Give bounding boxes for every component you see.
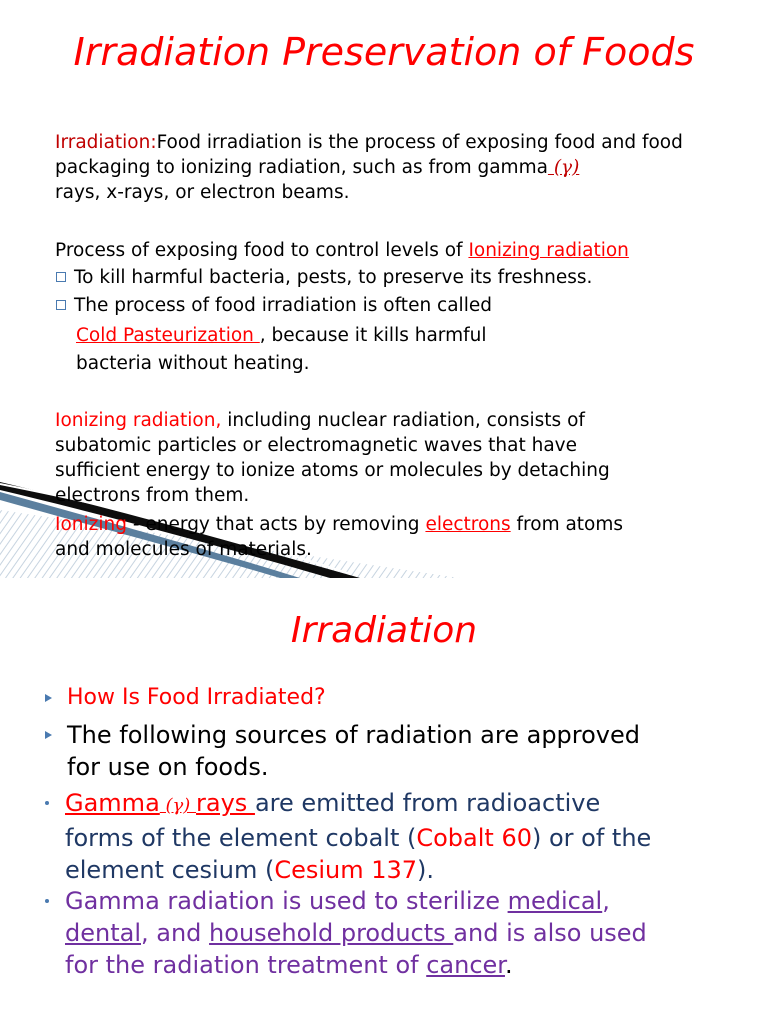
cesium-term: Cesium 137	[274, 856, 418, 884]
electrons-link[interactable]: electrons	[425, 514, 511, 535]
gamma-line-2: forms of the element cobalt (	[65, 824, 417, 852]
gamma-line-2b: ) or of the	[532, 824, 652, 852]
intro-text: Food irradiation is the process of exposing food and food packaging to ionizing radiation, such as from gamma	[55, 132, 683, 178]
def-text: - energy that acts by removing	[126, 514, 426, 535]
bullet-sterilize	[45, 885, 647, 981]
medical-link[interactable]: medical	[507, 887, 603, 915]
ionizing-line-2: subatomic particles or electromagnetic waves that have	[55, 435, 577, 456]
bullet-cold-pasteurization	[55, 292, 492, 320]
steril-line-2: and is also used	[453, 919, 647, 947]
irradiation-label: Irradiation:	[55, 132, 157, 153]
ionizing-line-4: electrons from them.	[55, 485, 250, 506]
gamma-symbol: (γ)	[547, 157, 580, 178]
slide-separator	[0, 578, 768, 585]
triangle-bullet-icon	[45, 694, 52, 702]
ionizing-paragraph	[55, 408, 610, 508]
steril-line-1: Gamma radiation is used to sterilize	[65, 887, 508, 915]
triangle-bullet-icon	[45, 731, 52, 739]
def-line-2: and molecules of materials.	[55, 539, 312, 560]
gamma-rays-label: rays	[196, 789, 255, 817]
slide-title: Irradiation Preservation of Foods	[73, 30, 695, 74]
ionizing-line-1: including nuclear radiation, consists of	[221, 410, 585, 431]
steril-line-3: for the radiation treatment of	[65, 951, 427, 979]
steril-comma: ,	[602, 887, 610, 915]
cancer-link[interactable]: cancer	[426, 951, 505, 979]
dot-bullet-icon	[45, 899, 49, 903]
process-text: Process of exposing food to control levels of	[55, 240, 469, 261]
slide-title: Irradiation	[290, 610, 478, 651]
gamma-line-3: element cesium (	[65, 856, 275, 884]
cold-pasteurization-line	[76, 322, 486, 350]
steril-period: .	[504, 951, 513, 979]
dot-bullet-icon	[45, 801, 49, 805]
bullet-text: To kill harmful bacteria, pests, to preserve its freshness.	[74, 267, 593, 288]
bullet-approved-sources	[45, 719, 640, 783]
household-products-link[interactable]: household products	[209, 919, 454, 947]
square-bullet-icon	[56, 300, 66, 310]
sterilize-text	[65, 885, 647, 981]
ionizing-radiation-link[interactable]: Ionizing radiation	[468, 240, 629, 261]
bullet-gamma-rays	[45, 787, 651, 886]
square-bullet-icon	[56, 272, 66, 282]
gamma-label: Gamma	[65, 789, 160, 817]
cobalt-term: Cobalt 60	[416, 824, 532, 852]
ionizing-definition	[55, 512, 623, 562]
gamma-symbol: (γ)	[159, 795, 197, 816]
gamma-text	[65, 787, 651, 886]
cold-pasteurization-term: Cold Pasteurization	[76, 325, 260, 346]
intro-text-end: rays, x-rays, or electron beams.	[55, 182, 350, 203]
bullet-kill-bacteria	[55, 264, 592, 292]
def-term: onizing	[60, 514, 127, 535]
question-text: How Is Food Irradiated?	[67, 685, 326, 710]
def-initial: I	[55, 514, 61, 535]
intro-paragraph	[55, 130, 745, 205]
process-line	[55, 238, 629, 263]
slide-2	[0, 585, 768, 1024]
approved-line-1: The following sources of radiation are approved	[67, 721, 641, 749]
bullet-how-irradiated	[45, 683, 326, 713]
ionizing-label: Ionizing radiation,	[55, 410, 222, 431]
def-text-rest: from atoms	[510, 514, 624, 535]
bullet-text-cont: , because it kills harmful	[259, 325, 487, 346]
approved-line-2: for use on foods.	[67, 753, 269, 781]
ionizing-line-3: sufficient energy to ionize atoms or molecules by detaching	[55, 460, 610, 481]
approved-text	[67, 719, 640, 783]
gamma-line-1: are emitted from radioactive	[254, 789, 601, 817]
bacteria-line: bacteria without heating.	[76, 353, 310, 374]
bullet-text: The process of food irradiation is often called	[74, 295, 492, 316]
dental-link[interactable]: dental	[65, 919, 141, 947]
steril-and: , and	[141, 919, 210, 947]
gamma-line-3b: ).	[417, 856, 435, 884]
